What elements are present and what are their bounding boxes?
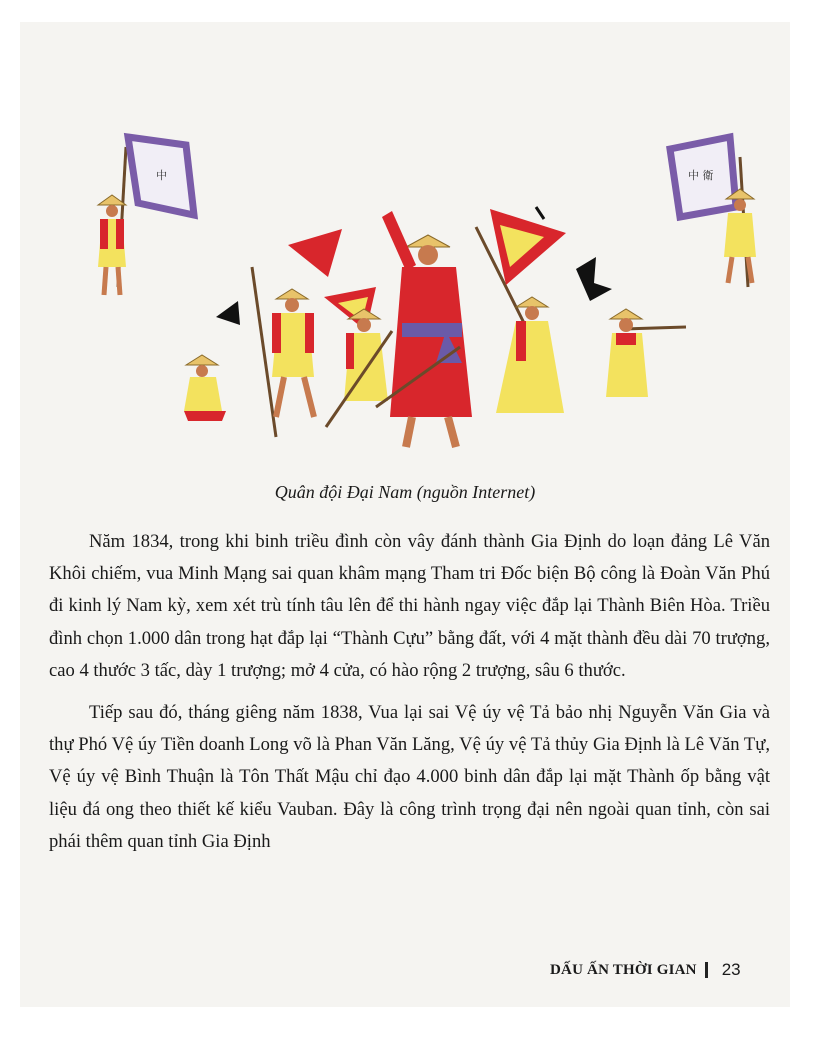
rear-soldier: [326, 309, 392, 427]
left-flag-bearer: [98, 137, 194, 295]
commander-figure: [376, 211, 472, 447]
page-number: 23: [721, 960, 741, 979]
kneeling-soldier: [184, 355, 226, 421]
spear-soldier: [252, 267, 314, 437]
black-flag-right: [576, 257, 612, 301]
footer-divider: [705, 962, 708, 978]
svg-text:中: 中: [156, 169, 167, 182]
dai-nam-army-illustration: [76, 107, 796, 462]
paragraph: Năm 1834, trong khi binh triều đình còn vây đánh thành Gia Định do loạn đảng Lê Văn Khôi chiếm, vua Minh Mạng sai quan khâm mạng Tham tri Đốc biện Bộ công là Đoàn Văn Phú đi kinh lý Nam kỳ, xem xét trù tính tâu lên để thi hành ngay việc đắp lại Thành Biên Hòa. Triều đình chọn 1.000 dân trong hạt đắp lại “Thành Cựu” bằng đất, với 4 mặt thành đều dài 70 trượng, cao 4 thước 3 tấc, dày 1 trượng; mở 4 cửa, có hào rộng 2 trượng, sâu 6 thước.: [49, 531, 770, 681]
body-text: [49, 526, 770, 868]
black-flag-left: [216, 301, 240, 325]
red-pennant-left: [288, 229, 342, 277]
figure-caption: Quân đội Đại Nam (nguồn Internet): [274, 482, 536, 502]
svg-text:中 衛: 中 衛: [688, 169, 714, 182]
right-flag-bearer: [670, 137, 756, 287]
rifleman: [606, 309, 686, 397]
book-page: [20, 22, 790, 1007]
page-footer: [550, 960, 741, 980]
right-soldier: [496, 297, 564, 413]
book-title: DẤU ẤN THỜI GIAN: [550, 961, 697, 978]
paragraph: Tiếp sau đó, tháng giêng năm 1838, Vua lại sai Vệ úy vệ Tả bảo nhị Nguyễn Văn Gia và thự Phó Vệ úy Tiền doanh Long võ là Phan Văn Lăng, Vệ úy vệ Tả thủy Gia Định là Lê Văn Tự, Vệ úy vệ Bình Thuận là Tôn Thất Mậu chỉ đạo 4.000 binh dân đắp lại mặt Thành ốp bằng vật liệu đá ong theo thiết kế kiểu Vauban. Đây là công trình trọng đại nên ngoài quan tỉnh, còn sai phái thêm quan tỉnh Gia Định: [49, 702, 770, 852]
